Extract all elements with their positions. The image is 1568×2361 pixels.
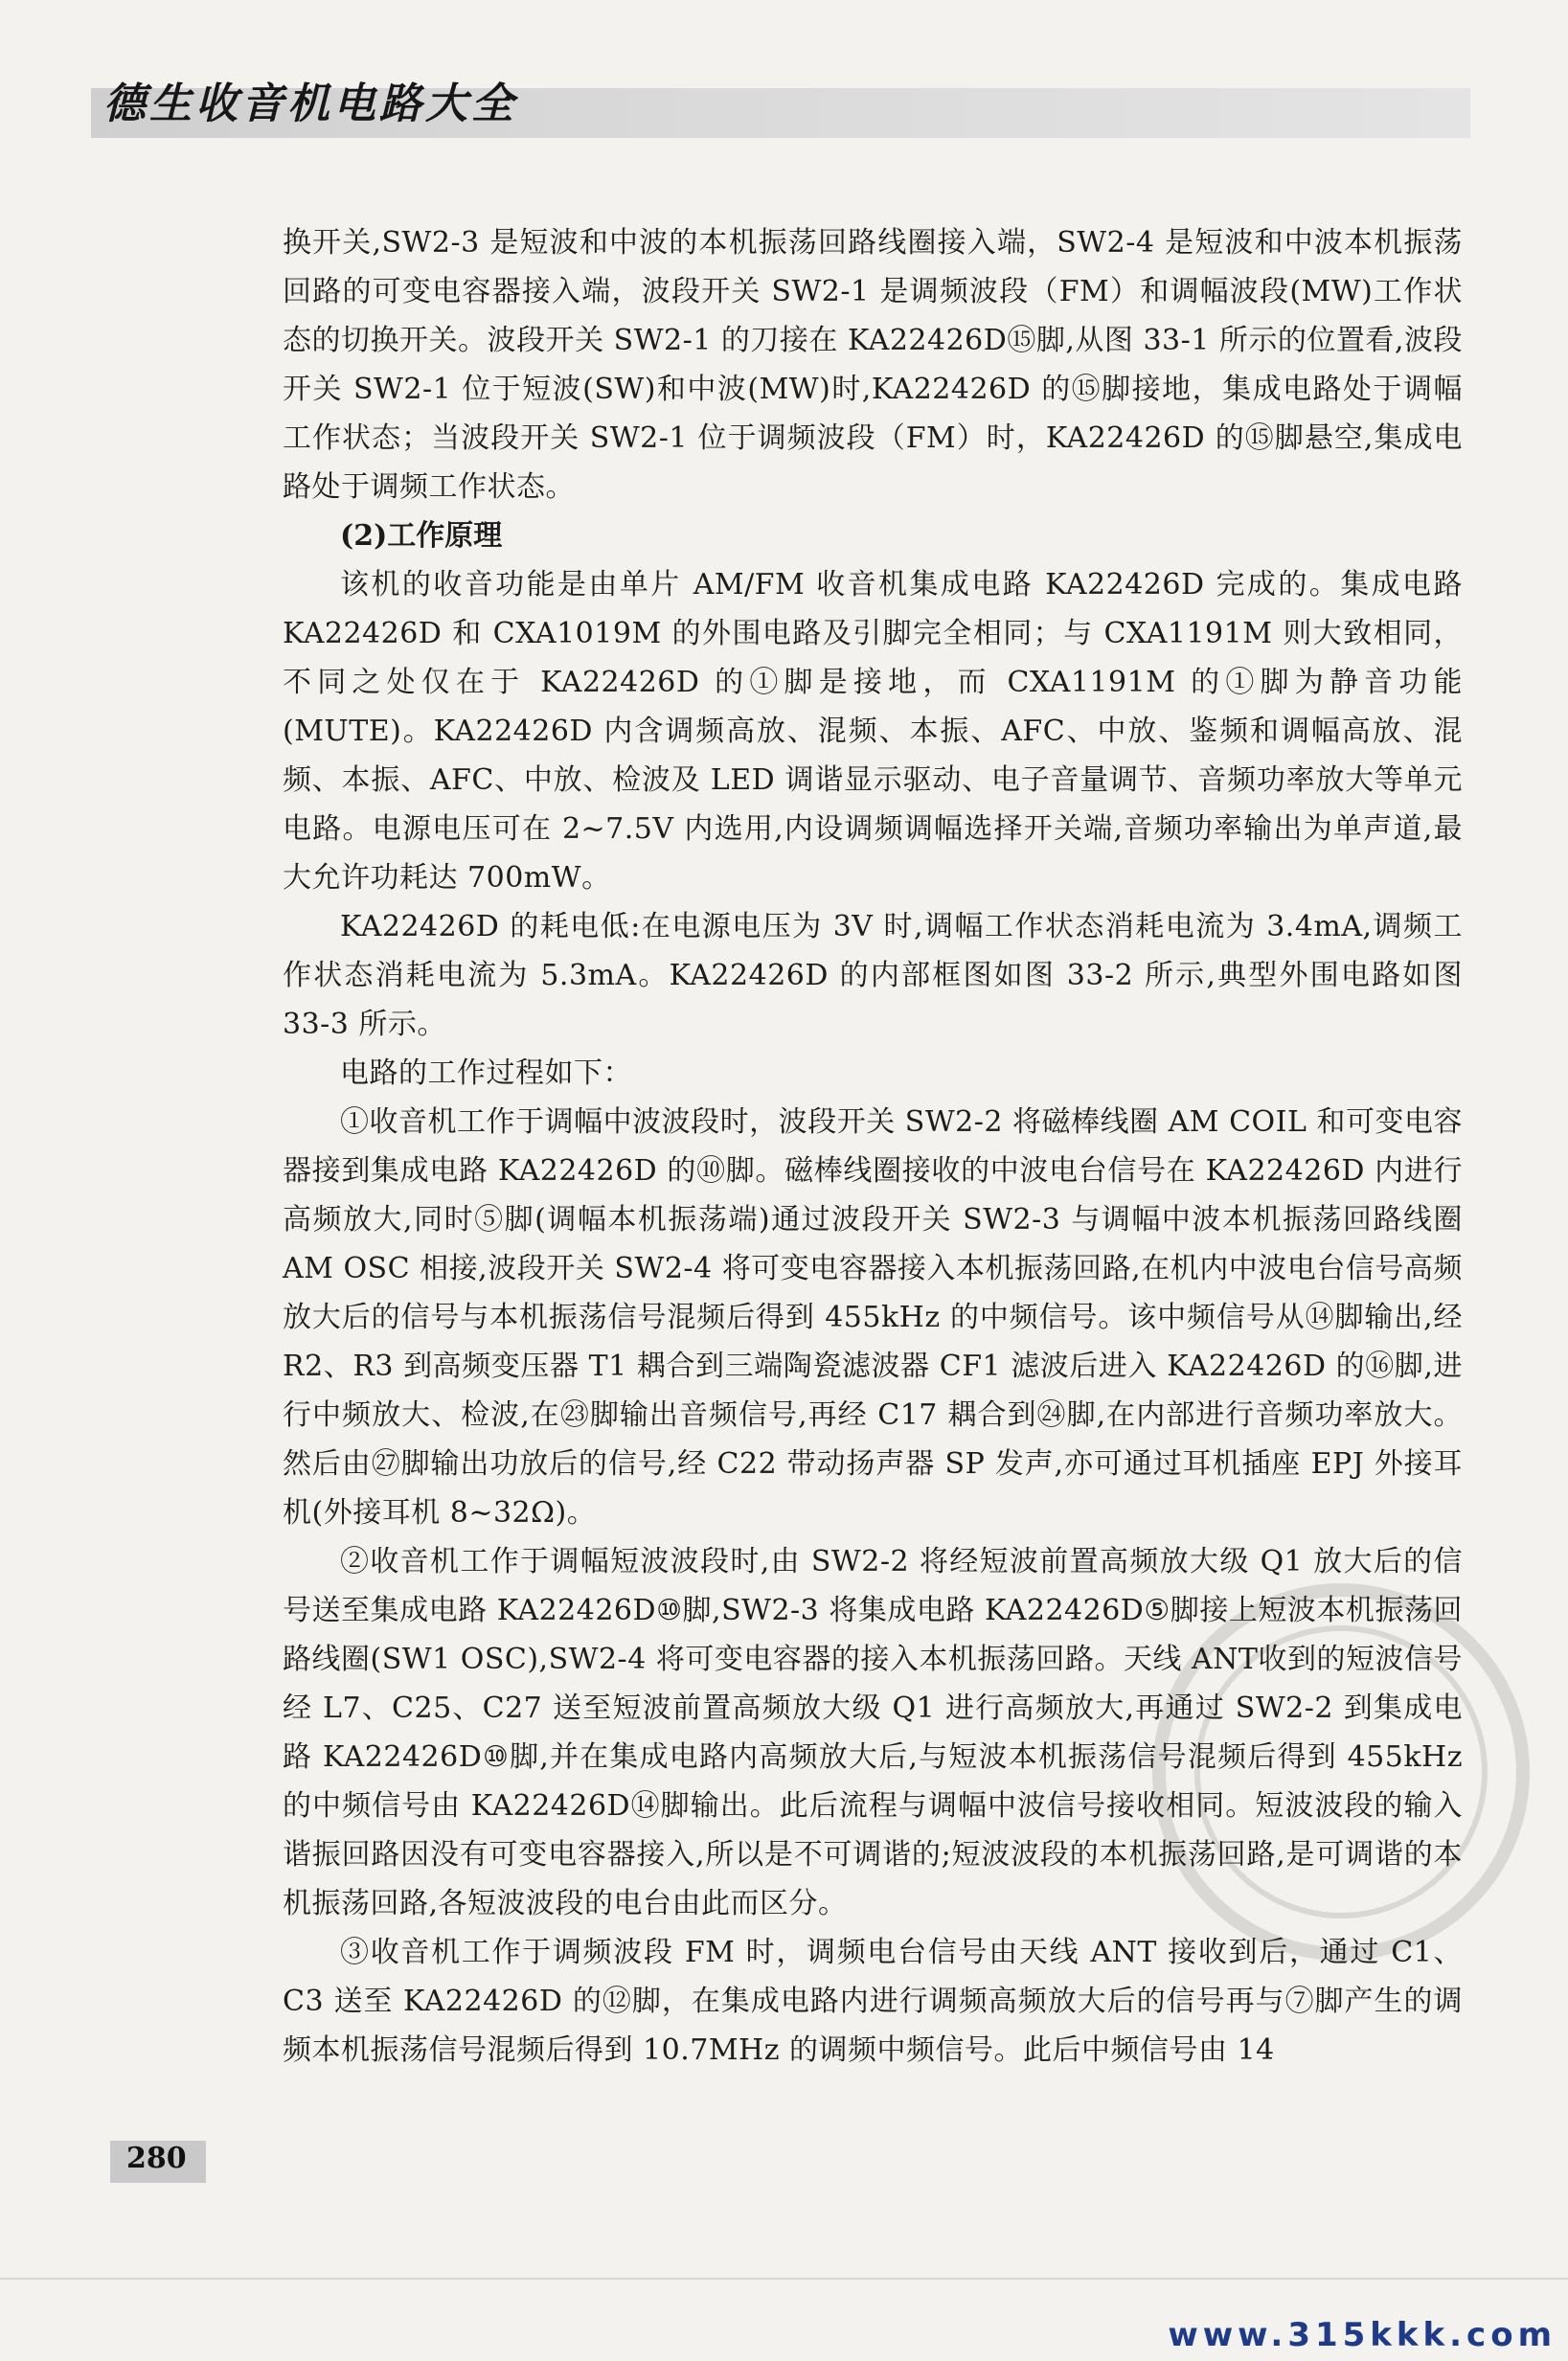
book-title: 德生收音机电路大全 <box>103 79 517 128</box>
paragraph-switch-description: 换开关,SW2-3 是短波和中波的本机振荡回路线圈接入端，SW2-4 是短波和中波本机振荡回路的可变电容器接入端，波段开关 SW2-1 是调频波段（FM）和调幅波段(MW)工作状态的切换开关。波段开关 SW2-1 的刀接在 KA22426D⑮脚,从图 33-1 所示的位置看,波段开关 SW2-1 位于短波(SW)和中波(MW)时,KA22426D 的⑮脚接地，集成电路处于调幅工作状态；当波段开关 SW2-1 位于调频波段（FM）时，KA22426D 的⑮脚悬空,集成电路处于调频工作状态。 <box>283 226 1463 504</box>
section-heading-working-principle: (2)工作原理 <box>340 519 503 553</box>
paragraph-power-consumption: KA22426D 的耗电低:在电源电压为 3V 时,调幅工作状态消耗电流为 3.4mA,调频工作状态消耗电流为 5.3mA。KA22426D 的内部框图如图 33-2 所示,典型外围电路如图 33-3 所示。 <box>283 910 1463 1041</box>
page-body <box>283 218 1463 2075</box>
paragraph-process-intro: 电路的工作过程如下： <box>340 1056 632 1090</box>
bottom-divider <box>0 2278 1568 2280</box>
paragraph-am-sw-process: ②收音机工作于调幅短波波段时,由 SW2-2 将经短波前置高频放大级 Q1 放大后的信号送至集成电路 KA22426D⑩脚,SW2-3 将集成电路 KA22426D⑤脚接上短波本机振荡回路线圈(SW1 OSC),SW2-4 将可变电容器的接入本机振荡回路。天线 ANT收到的短波信号经 L7、C25、C27 送至短波前置高频放大级 Q1 进行高频放大,再通过 SW2-2 到集成电路 KA22426D⑩脚,并在集成电路内高频放大后,与短波本机振荡信号混频后得到 455kHz 的中频信号由 KA22426D⑭脚输出。此后流程与调幅中波信号接收相同。短波波段的输入谐振回路因没有可变电容器接入,所以是不可调谐的;短波波段的本机振荡回路,是可调谐的本机振荡回路,各短波波段的电台由此而区分。 <box>283 1545 1463 1920</box>
paragraph-ic-overview: 该机的收音功能是由单片 AM/FM 收音机集成电路 KA22426D 完成的。集成电路 KA22426D 和 CXA1019M 的外围电路及引脚完全相同；与 CXA1191M 则大致相同，不同之处仅在于 KA22426D 的①脚是接地，而 CXA1191M 的①脚为静音功能(MUTE)。KA22426D 内含调频高放、混频、本振、AFC、中放、鉴频和调幅高放、混频、本振、AFC、中放、检波及 LED 调谐显示驱动、电子音量调节、音频功率放大等单元电路。电源电压可在 2~7.5V 内选用,内设调频调幅选择开关端,音频功率输出为单声道,最大允许功耗达 700mW。 <box>283 568 1463 895</box>
watermark-url: www.315kkk.com <box>1168 2316 1557 2354</box>
page-number: 280 <box>126 2142 187 2175</box>
paragraph-fm-process: ③收音机工作于调频波段 FM 时，调频电台信号由天线 ANT 接收到后，通过 C1、C3 送至 KA22426D 的⑫脚，在集成电路内进行调频高频放大后的信号再与⑦脚产生的调频本机振荡信号混频后得到 10.7MHz 的调频中频信号。此后中频信号由 14 <box>283 1936 1463 2067</box>
paragraph-am-mw-process: ①收音机工作于调幅中波波段时，波段开关 SW2-2 将磁棒线圈 AM COIL 和可变电容器接到集成电路 KA22426D 的⑩脚。磁棒线圈接收的中波电台信号在 KA22426D 内进行高频放大,同时⑤脚(调幅本机振荡端)通过波段开关 SW2-3 与调幅中波本机振荡回路线圈 AM OSC 相接,波段开关 SW2-4 将可变电容器接入本机振荡回路,在机内中波电台信号高频放大后的信号与本机振荡信号混频后得到 455kHz 的中频信号。该中频信号从⑭脚输出,经 R2、R3 到高频变压器 T1 耦合到三端陶瓷滤波器 CF1 滤波后进入 KA22426D 的⑯脚,进行中频放大、检波,在㉓脚输出音频信号,再经 C17 耦合到㉔脚,在内部进行音频功率放大。然后由㉗脚输出功放后的信号,经 C22 带动扬声器 SP 发声,亦可通过耳机插座 EPJ 外接耳机(外接耳机 8~32Ω)。 <box>283 1105 1463 1530</box>
